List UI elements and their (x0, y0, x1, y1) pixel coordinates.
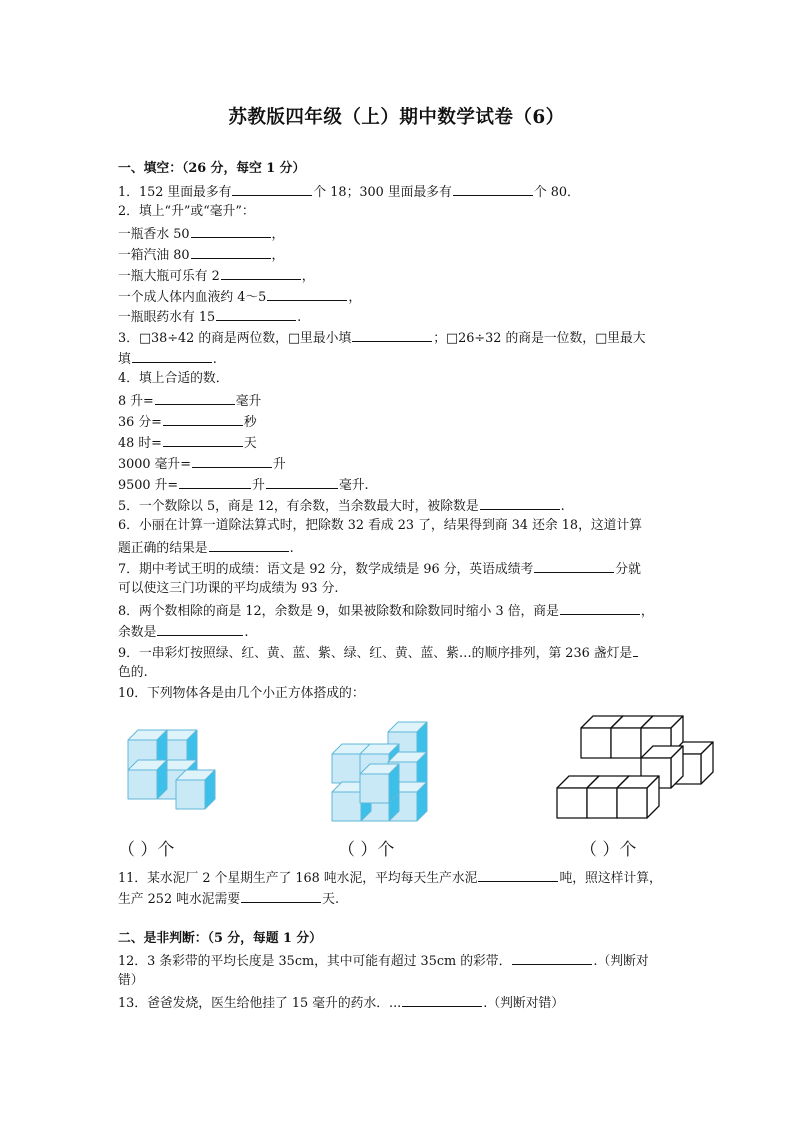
q4-mid: 升 (252, 478, 265, 493)
question-8-cont (118, 622, 248, 642)
answer-blank[interactable] (241, 889, 321, 903)
answer-blank[interactable] (191, 224, 271, 238)
q7-text-a: 7．期中考试王明的成绩：语文是 92 分，数学成绩是 96 分，英语成绩考 (118, 562, 534, 577)
answer-blank[interactable] (157, 622, 243, 636)
q12-text-a: 12．3 条彩带的平均长度是 35cm，其中可能有超过 35cm 的彩带． (118, 954, 512, 969)
q8-text-d: . (244, 625, 249, 640)
cube-face (360, 774, 389, 803)
q6-text-b: . (289, 541, 294, 556)
q2-intro: 2．填上“升”或“毫升”： (118, 204, 255, 219)
q3-text-c: 填 (118, 352, 131, 367)
figure-2-answer[interactable]: （ ）个 (338, 840, 395, 860)
q2-item (118, 307, 301, 327)
q2-item-text: 一瓶香水 50 (118, 227, 190, 242)
question-6-cont (118, 538, 294, 558)
cube-face (587, 788, 617, 818)
q8-text-a: 8．两个数相除的商是 12，余数是 9，如果被除数和除数同时缩小 3 倍，商是 (118, 604, 559, 619)
q2-item (118, 245, 284, 265)
answer-blank[interactable] (192, 454, 272, 468)
question-3-cont (118, 349, 217, 369)
page-title: 苏教版四年级（上）期中数学试卷（6） (228, 107, 565, 128)
question-12 (118, 951, 649, 971)
q4-pre: 9500 升= (118, 478, 179, 493)
answer-blank[interactable] (478, 868, 558, 882)
q4-pre: 3000 毫升= (118, 457, 191, 472)
question-6: 6．小丽在计算一道除法算式时，把除数 32 看成 23 了，结果得到商 34 还余 18，这道计算 (118, 518, 643, 533)
answer-blank[interactable] (633, 643, 638, 657)
q1-text-c: 个 80． (533, 185, 580, 200)
cube-face (611, 728, 641, 758)
answer-blank[interactable] (132, 349, 212, 363)
q11-text-d: 天. (322, 892, 340, 907)
q8-text-c: 余数是 (118, 625, 157, 640)
answer-blank[interactable] (267, 287, 347, 301)
q13-text-b: .（判断对错） (483, 996, 565, 1011)
cube-face (128, 770, 157, 799)
q2-item-text: 一瓶眼药水有 15 (118, 310, 216, 325)
section1-heading: 一、填空：（26 分，每空 1 分） (118, 161, 306, 176)
answer-blank[interactable] (232, 182, 312, 196)
question-3 (118, 328, 646, 348)
q2-item-end: . (297, 310, 302, 325)
cube-figure-3 (553, 710, 713, 826)
question-8 (118, 601, 654, 621)
q2-item-text: 一箱汽油 80 (118, 248, 190, 263)
answer-blank[interactable] (209, 538, 289, 552)
cube-face (332, 754, 361, 783)
answer-blank[interactable] (155, 391, 235, 405)
answer-blank[interactable] (266, 475, 338, 489)
q4-pre: 8 升= (118, 394, 154, 409)
question-11-cont (118, 889, 339, 909)
answer-blank[interactable] (191, 245, 271, 259)
q3-text-a: 3．□38÷42 的商是两位数，□里最小填 (118, 331, 352, 346)
cube-figure-2 (318, 712, 438, 824)
question-9 (118, 643, 639, 663)
answer-blank[interactable] (480, 496, 560, 510)
q4-post: 毫升. (338, 478, 369, 493)
answer-blank[interactable] (163, 433, 243, 447)
q2-item-text: 一瓶大瓶可乐有 2 (118, 269, 220, 284)
q5-text-b: . (560, 499, 565, 514)
q2-item-end: ， (271, 248, 285, 263)
cube-face (332, 792, 361, 821)
question-13 (118, 993, 564, 1013)
q11-text-a: 11．某水泥厂 2 个星期生产了 168 吨水泥，平均每天生产水泥 (118, 871, 478, 886)
q1-text-b: 个 18；300 里面最多有 (313, 185, 452, 200)
q2-item-text: 一个成人体内血液约 4～5 (118, 290, 267, 305)
q4-line (118, 454, 286, 474)
answer-blank[interactable] (560, 601, 640, 615)
q2-item-end: ， (301, 269, 315, 284)
q4-post: 天 (243, 436, 257, 451)
question-1 (118, 182, 580, 202)
q3-text-d: . (212, 352, 217, 367)
answer-blank[interactable] (221, 266, 301, 280)
q8-text-b: ， (640, 604, 654, 619)
q2-item-end: ， (271, 227, 285, 242)
q4-intro: 4．填上合适的数． (118, 371, 229, 386)
q4-line (118, 433, 257, 453)
cube-figure-1 (118, 712, 238, 824)
question-12-cont: 错） (118, 973, 144, 988)
q4-line (118, 391, 261, 411)
cube-face (581, 728, 611, 758)
q4-post: 升 (272, 457, 286, 472)
q2-item-end: ， (348, 290, 362, 305)
q5-text-a: 5．一个数除以 5，商是 12，有余数，当余数最大时，被除数是 (118, 499, 479, 514)
question-7 (118, 559, 641, 579)
q4-pre: 48 时= (118, 436, 162, 451)
question-7-cont: 可以使这三门功课的平均成绩为 93 分. (118, 581, 339, 596)
q11-text-c: 生产 252 吨水泥需要 (118, 892, 241, 907)
answer-blank[interactable] (163, 412, 243, 426)
q13-text-a: 13．爸爸发烧，医生给他挂了 15 毫升的药水．... (118, 996, 402, 1011)
section2-heading: 二、是非判断：（5 分，每题 1 分） (118, 931, 322, 946)
answer-blank[interactable] (216, 307, 296, 321)
q2-item (118, 266, 315, 286)
cube-face (557, 788, 587, 818)
answer-blank[interactable] (179, 475, 251, 489)
q2-item (118, 287, 361, 307)
cube-face (617, 788, 647, 818)
q11-text-b: 吨，照这样计算， (559, 871, 662, 886)
q4-pre: 36 分= (118, 415, 162, 430)
question-5 (118, 496, 565, 516)
q9-text-a: 9．一串彩灯按照绿、红、黄、蓝、紫、绿、红、黄、蓝、紫…的顺序排列，第 236 盏灯是 (118, 646, 633, 661)
q4-line (118, 475, 369, 495)
q6-text-a: 题正确的结果是 (118, 541, 208, 556)
q1-text-a: 1．152 里面最多有 (118, 185, 232, 200)
answer-blank[interactable] (453, 182, 533, 196)
question-11 (118, 868, 662, 888)
q4-post: 毫升 (235, 394, 262, 409)
question-9-cont: 色的. (118, 665, 148, 680)
q4-line (118, 412, 257, 432)
answer-blank[interactable] (352, 328, 432, 342)
q12-text-b: .（判断对 (593, 954, 649, 969)
q10-intro: 10．下列物体各是由几个小正方体搭成的： (118, 686, 365, 701)
figure-3-answer[interactable]: （ ）个 (580, 840, 637, 860)
answer-blank[interactable] (512, 951, 592, 965)
q4-post: 秒 (243, 415, 257, 430)
q2-item (118, 224, 284, 244)
q7-text-b: 分就 (615, 562, 641, 577)
answer-blank[interactable] (534, 559, 614, 573)
answer-blank[interactable] (402, 993, 482, 1007)
q3-text-b: ；□26÷32 的商是一位数，□里最大 (433, 331, 646, 346)
cube-face (176, 780, 205, 809)
figure-1-answer[interactable]: （ ）个 (118, 840, 175, 860)
